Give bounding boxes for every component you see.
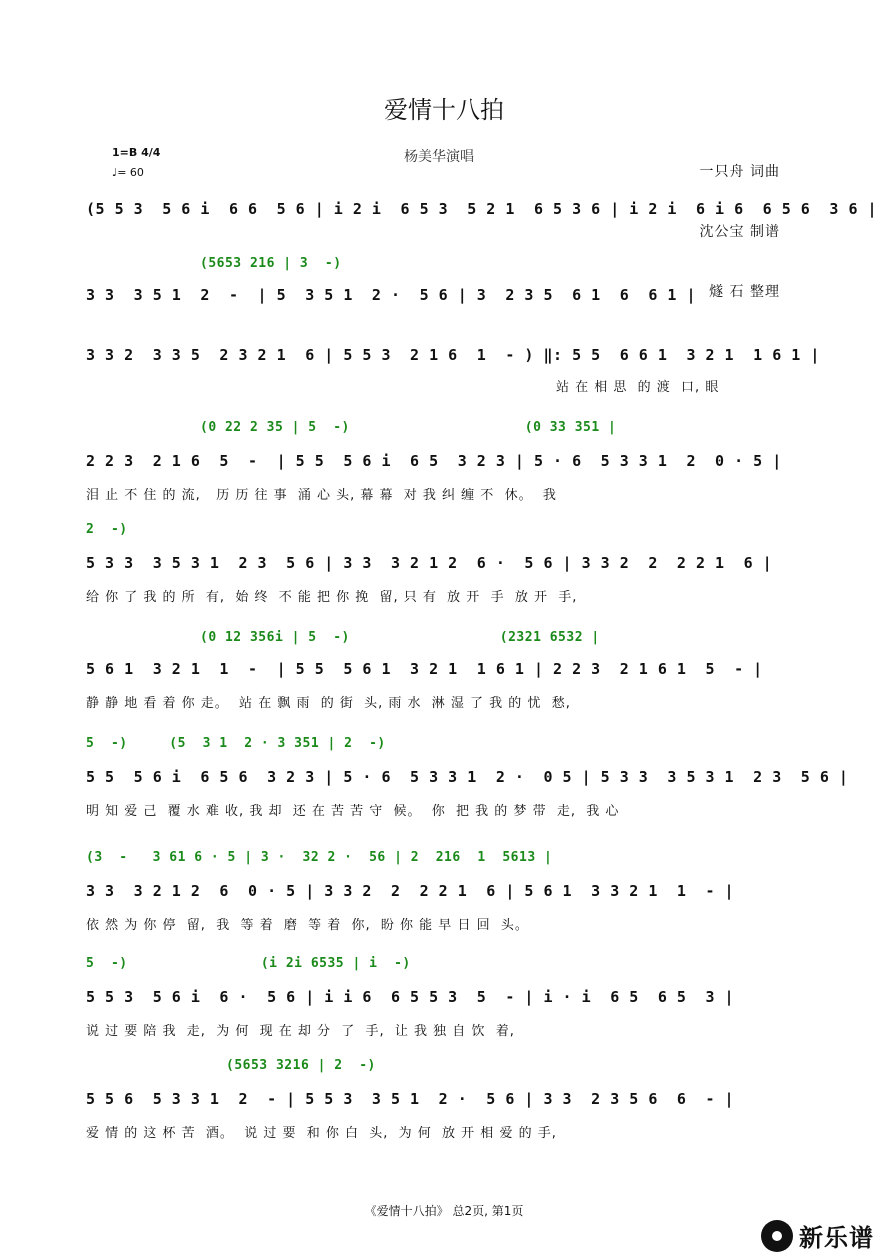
accompaniment-row: (0 22 2 35 | 5 -) (0 33 351 |: [200, 420, 617, 435]
notation-row: (5 5 3 5 6 i 6 6 5 6 | i 2 i 6 5 3 5 2 1 6 5 3 6 | i 2 i 6 i 6 6 5 6 3 6 |: [86, 200, 878, 218]
notation-row: 5 3 3 3 5 3 1 2 3 5 6 | 3 3 3 2 1 2 6 · 5 6 | 3 3 2 2 2 2 1 6 |: [86, 554, 773, 572]
lyric-row: 给 你 了 我 的 所 有, 始 终 不 能 把 你 挽 留, 只 有 放 开 手 放 开 手,: [86, 590, 578, 605]
notation-row: 5 5 6 5 3 3 1 2 - | 5 5 3 3 5 1 2 · 5 6 | 3 3 2 3 5 6 6 - |: [86, 1090, 735, 1108]
lyric-row: 泪 止 不 住 的 流, 历 历 往 事 涌 心 头, 幕 幕 对 我 纠 缠 不 休。 我: [86, 488, 557, 503]
accompaniment-row: (5653 216 | 3 -): [200, 256, 342, 271]
page-footer: 《爱情十八拍》 总2页, 第1页: [364, 1204, 524, 1218]
site-logo: [761, 1218, 874, 1253]
credit-line: 沈公宝 制谱: [699, 224, 780, 240]
accompaniment-row: (5653 3216 | 2 -): [226, 1058, 376, 1073]
singer-label: 杨美华演唱: [404, 149, 474, 165]
lyric-row: 明 知 爱 己 覆 水 难 收, 我 却 还 在 苦 苦 守 候。 你 把 我 的 梦 带 走, 我 心: [86, 804, 620, 819]
logo-text: 新乐谱: [799, 1224, 874, 1252]
lyric-row: 爱 情 的 这 杯 苦 酒。 说 过 要 和 你 白 头, 为 何 放 开 相 爱 的 手,: [86, 1126, 557, 1141]
vinyl-disc-icon: [761, 1220, 793, 1252]
notation-row: 3 3 3 2 1 2 6 0 · 5 | 3 3 2 2 2 2 1 6 | 5 6 1 3 3 2 1 1 - |: [86, 882, 735, 900]
notation-row: 3 3 3 5 1 2 - | 5 3 5 1 2 · 5 6 | 3 2 3 5 6 1 6 6 1 |: [86, 286, 696, 304]
key-signature: 1=B 4/4: [112, 146, 161, 159]
lyric-row: 说 过 要 陪 我 走, 为 何 现 在 却 分 了 手, 让 我 独 自 饮 着,: [86, 1024, 515, 1039]
notation-row: 3 3 2 3 3 5 2 3 2 1 6 | 5 5 3 2 1 6 1 - ) ‖: 5 5 6 6 1 3 2 1 1 6 1 |: [86, 346, 820, 364]
lyric-row: 依 然 为 你 停 留, 我 等 着 磨 等 着 你, 盼 你 能 早 日 回 头。: [86, 918, 529, 933]
accompaniment-row: (3 - 3 61 6 · 5 | 3 · 32 2 · 56 | 2 216 1 5613 |: [86, 850, 553, 865]
lyric-row: 静 静 地 看 着 你 走。 站 在 飘 雨 的 街 头, 雨 水 淋 湿 了 我 的 忧 愁,: [86, 696, 571, 711]
song-title: 爱情十八拍: [384, 96, 504, 124]
notation-row: 5 6 1 3 2 1 1 - | 5 5 5 6 1 3 2 1 1 6 1 | 2 2 3 2 1 6 1 5 - |: [86, 660, 763, 678]
notation-row: 5 5 3 5 6 i 6 · 5 6 | i i 6 6 5 5 3 5 - | i · i 6 5 6 5 3 |: [86, 988, 735, 1006]
accompaniment-row: 5 -) (5 3 1 2 · 3 351 | 2 -): [86, 736, 386, 751]
accompaniment-row: 5 -) (i 2i 6535 | i -): [86, 956, 411, 971]
accompaniment-row: 2 -): [86, 522, 128, 537]
credit-line: 燧 石 整理: [709, 284, 780, 300]
tempo-marking: ♩= 60: [112, 166, 144, 179]
accompaniment-row: (0 12 356i | 5 -) (2321 6532 |: [200, 630, 600, 645]
notation-row: 2 2 3 2 1 6 5 - | 5 5 5 6 i 6 5 3 2 3 | 5 · 6 5 3 3 1 2 0 · 5 |: [86, 452, 782, 470]
credit-line: 一只舟 词曲: [699, 164, 780, 180]
notation-row: 5 5 5 6 i 6 5 6 3 2 3 | 5 · 6 5 3 3 1 2 · 0 5 | 5 3 3 3 5 3 1 2 3 5 6 |: [86, 768, 849, 786]
lyric-row: 站 在 相 思 的 渡 口, 眼: [556, 380, 720, 395]
